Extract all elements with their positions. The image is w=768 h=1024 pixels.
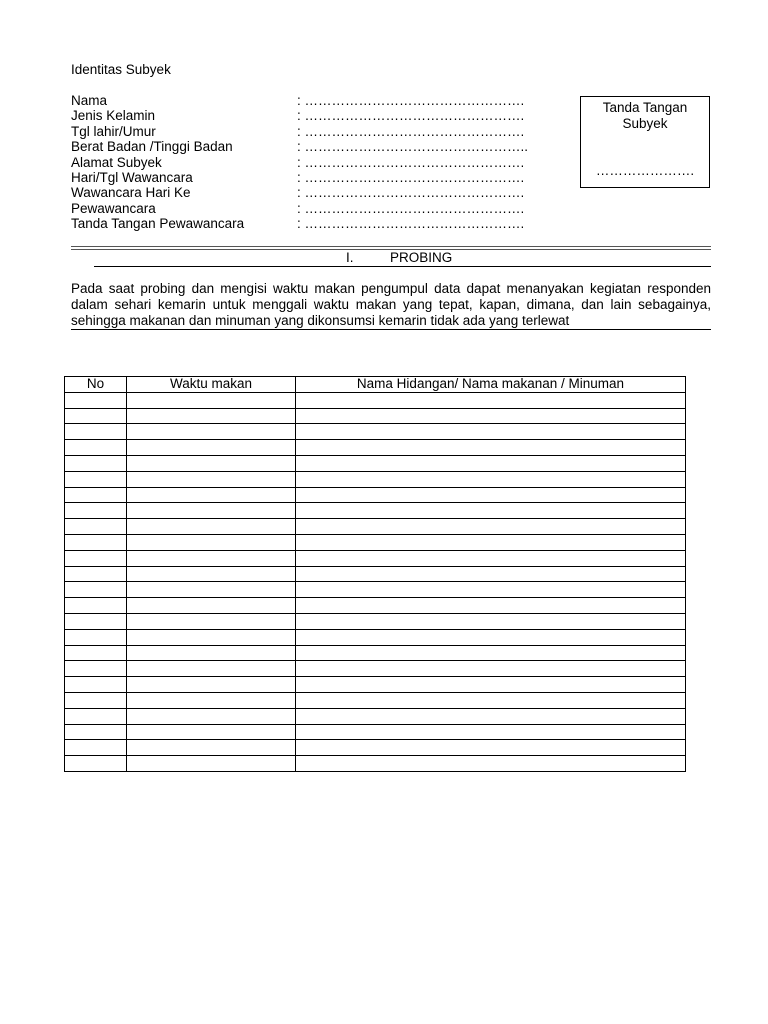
table-row [65,661,686,677]
field-label: Pewawancara [71,200,156,216]
table-row [65,629,686,645]
field-label: Nama [71,93,108,108]
waktu-makan-cell[interactable] [127,724,296,740]
field-berat-tinggi [71,139,528,154]
table-row [65,724,686,740]
no-cell[interactable] [65,661,127,677]
column-header-waktu-makan: Waktu makan [127,377,296,393]
nama-hidangan-cell[interactable] [296,440,686,456]
field-pewawancara [71,201,524,216]
instructions-paragraph: Pada saat probing dan mengisi waktu makan pengumpul data dapat menanyakan kegiatan responden dalam sehari kemarin untuk menggali waktu makan yang tepat, kapan, dimana, dan lain sebagainya, sehingga makanan dan minuman yang dikonsumsi kemarin tidak ada yang terlewat [71,281,711,330]
field-ttd-pewawancara [71,216,524,231]
field-value[interactable]: : …………………………………………. [297,93,525,108]
no-cell[interactable] [65,740,127,756]
waktu-makan-cell[interactable] [127,677,296,693]
nama-hidangan-cell[interactable] [296,629,686,645]
waktu-makan-cell[interactable] [127,566,296,582]
waktu-makan-cell[interactable] [127,708,296,724]
nama-hidangan-cell[interactable] [296,645,686,661]
table-row [65,740,686,756]
form-title: Identitas Subyek [71,62,171,77]
waktu-makan-cell[interactable] [127,440,296,456]
waktu-makan-cell[interactable] [127,740,296,756]
table-row [65,677,686,693]
field-label: Tgl lahir/Umur [71,123,156,139]
table-body [65,392,686,771]
signature-title [581,100,709,132]
nama-hidangan-cell[interactable] [296,534,686,550]
field-value[interactable]: : …………………………………………. [297,200,525,216]
field-label: Jenis Kelamin [71,108,156,124]
field-hari-tgl-wawancara [71,170,524,185]
table-row [65,487,686,503]
divider [71,246,711,247]
table-row [65,519,686,535]
waktu-makan-cell[interactable] [127,613,296,629]
no-cell[interactable] [65,440,127,456]
nama-hidangan-cell[interactable] [296,598,686,614]
nama-hidangan-cell[interactable] [296,455,686,471]
waktu-makan-cell[interactable] [127,503,296,519]
waktu-makan-cell[interactable] [127,534,296,550]
no-cell[interactable] [65,455,127,471]
nama-hidangan-cell[interactable] [296,613,686,629]
no-cell[interactable] [65,629,127,645]
signature-box[interactable] [580,96,710,188]
field-jenis-kelamin [71,108,524,123]
waktu-makan-cell[interactable] [127,455,296,471]
waktu-makan-cell[interactable] [127,471,296,487]
field-wawancara-hari-ke [71,185,524,200]
table-row [65,566,686,582]
section-heading [94,250,711,267]
signature-title-line2: Subyek [622,116,668,131]
no-cell[interactable] [65,550,127,566]
no-cell[interactable] [65,408,127,424]
no-cell[interactable] [65,724,127,740]
nama-hidangan-cell[interactable] [296,424,686,440]
column-header-no: No [65,377,127,393]
table-row [65,550,686,566]
field-value[interactable]: : …………………………………………. [297,154,525,170]
waktu-makan-cell[interactable] [127,550,296,566]
nama-hidangan-cell[interactable] [296,677,686,693]
nama-hidangan-cell[interactable] [296,740,686,756]
waktu-makan-cell[interactable] [127,519,296,535]
field-value[interactable]: : …………………………………………. [297,216,525,232]
nama-hidangan-cell[interactable] [296,724,686,740]
waktu-makan-cell[interactable] [127,582,296,598]
food-recall-table [64,376,686,772]
nama-hidangan-cell[interactable] [296,392,686,408]
nama-hidangan-cell[interactable] [296,487,686,503]
field-value[interactable]: : …………………………………………. [297,185,525,201]
section-title: PROBING [390,250,453,265]
no-cell[interactable] [65,566,127,582]
table-row [65,503,686,519]
field-value[interactable]: : …………………………………………. [297,123,525,139]
waktu-makan-cell[interactable] [127,756,296,772]
no-cell[interactable] [65,392,127,408]
no-cell[interactable] [65,582,127,598]
field-value[interactable]: : …………………………………………. [297,108,525,124]
nama-hidangan-cell[interactable] [296,566,686,582]
field-label: Wawancara Hari Ke [71,185,191,201]
signature-title-line1: Tanda Tangan [602,100,688,115]
no-cell[interactable] [65,613,127,629]
no-cell[interactable] [65,598,127,614]
no-cell[interactable] [65,503,127,519]
waktu-makan-cell[interactable] [127,408,296,424]
nama-hidangan-cell[interactable] [296,408,686,424]
field-value[interactable]: : ………………………………………….. [297,139,529,155]
table-row [65,692,686,708]
nama-hidangan-cell[interactable] [296,550,686,566]
column-header-nama-hidangan: Nama Hidangan/ Nama makanan / Minuman [296,377,686,393]
table-row [65,455,686,471]
table-row [65,440,686,456]
nama-hidangan-cell[interactable] [296,756,686,772]
table-row [65,645,686,661]
table-row [65,582,686,598]
nama-hidangan-cell[interactable] [296,661,686,677]
no-cell[interactable] [65,519,127,535]
table-row [65,708,686,724]
field-alamat [71,155,524,170]
no-cell[interactable] [65,424,127,440]
field-value[interactable]: : …………………………………………. [297,170,525,185]
table-row [65,392,686,408]
no-cell[interactable] [65,756,127,772]
table-row [65,424,686,440]
waktu-makan-cell[interactable] [127,392,296,408]
nama-hidangan-cell[interactable] [296,582,686,598]
waktu-makan-cell[interactable] [127,645,296,661]
signature-line: …………………. [595,163,695,178]
no-cell[interactable] [65,534,127,550]
table-row [65,756,686,772]
field-label: Berat Badan /Tinggi Badan [71,139,233,155]
field-label: Alamat Subyek [71,154,162,170]
nama-hidangan-cell[interactable] [296,503,686,519]
nama-hidangan-cell[interactable] [296,471,686,487]
waktu-makan-cell[interactable] [127,598,296,614]
waktu-makan-cell[interactable] [127,487,296,503]
field-label: Tanda Tangan Pewawancara [71,216,245,232]
table-row [65,471,686,487]
waktu-makan-cell[interactable] [127,692,296,708]
waktu-makan-cell[interactable] [127,424,296,440]
no-cell[interactable] [65,708,127,724]
no-cell[interactable] [65,692,127,708]
section-number: I. [346,250,354,265]
table-row [65,598,686,614]
waktu-makan-cell[interactable] [127,661,296,677]
no-cell[interactable] [65,471,127,487]
nama-hidangan-cell[interactable] [296,708,686,724]
waktu-makan-cell[interactable] [127,629,296,645]
no-cell[interactable] [65,487,127,503]
no-cell[interactable] [65,645,127,661]
nama-hidangan-cell[interactable] [296,519,686,535]
nama-hidangan-cell[interactable] [296,692,686,708]
table-header-row [65,377,686,393]
table-row [65,613,686,629]
field-label: Hari/Tgl Wawancara [71,170,193,185]
field-tgl-lahir [71,124,524,139]
no-cell[interactable] [65,677,127,693]
table-row [65,408,686,424]
field-nama [71,93,524,108]
table-row [65,534,686,550]
